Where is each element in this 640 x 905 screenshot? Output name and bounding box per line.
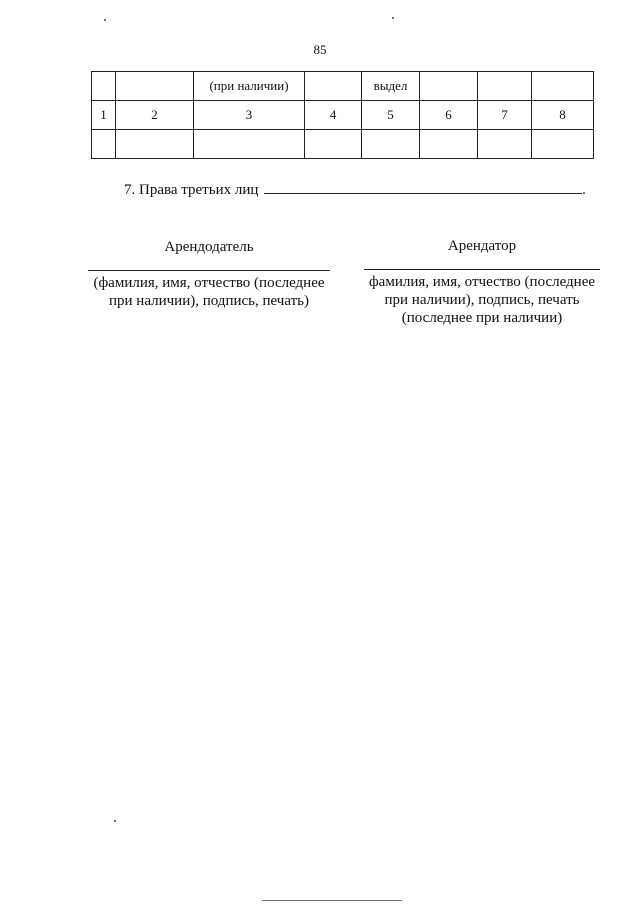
lessee-title: Арендатор [447, 238, 517, 254]
table-cell: 1 [92, 101, 116, 130]
table-cell [478, 72, 532, 101]
table-cell [116, 130, 194, 159]
third-party-rights-end: . [582, 182, 586, 198]
table-cell [420, 72, 478, 101]
lessor-title: Арендодатель [164, 239, 254, 255]
table-cell: 3 [194, 101, 305, 130]
table-cell: 8 [532, 101, 594, 130]
scan-dot [104, 19, 106, 21]
lessor-signature-block [88, 239, 330, 310]
scan-dot [392, 17, 394, 19]
third-party-rights [124, 179, 586, 199]
page-number: 85 [313, 42, 327, 57]
third-party-rights-label: 7. Права третьих лиц [124, 182, 259, 198]
table-cell [116, 72, 194, 101]
table-cell: 4 [305, 101, 362, 130]
table-cell [478, 130, 532, 159]
plot-table [91, 71, 594, 159]
lessee-caption: фамилия, имя, отчество (последнее при наличии), подпись, печать (последнее при наличии) [368, 274, 596, 326]
lessee-signature-line [364, 269, 600, 270]
lessor-signature-line [88, 270, 330, 271]
lessor-caption: (фамилия, имя, отчество (последнее при наличии), подпись, печать) [93, 275, 325, 309]
lessee-signature-block [364, 238, 600, 327]
table-cell: 6 [420, 101, 478, 130]
table-cell [532, 72, 594, 101]
table-cell [92, 72, 116, 101]
third-party-rights-blank [264, 179, 582, 194]
table-cell: 5 [362, 101, 420, 130]
table-cell [532, 130, 594, 159]
table-cell: 2 [116, 101, 194, 130]
table-row [92, 72, 594, 101]
table-cell [305, 130, 362, 159]
table-cell [194, 130, 305, 159]
table-cell: 7 [478, 101, 532, 130]
table-cell: выдел [362, 72, 420, 101]
table-row [92, 130, 594, 159]
table-cell [92, 130, 116, 159]
scan-dot [114, 820, 116, 822]
table-cell: (при наличии) [194, 72, 305, 101]
scan-edge-line [262, 900, 402, 901]
table-cell [305, 72, 362, 101]
table-cell [362, 130, 420, 159]
table-cell [420, 130, 478, 159]
table-row [92, 101, 594, 130]
